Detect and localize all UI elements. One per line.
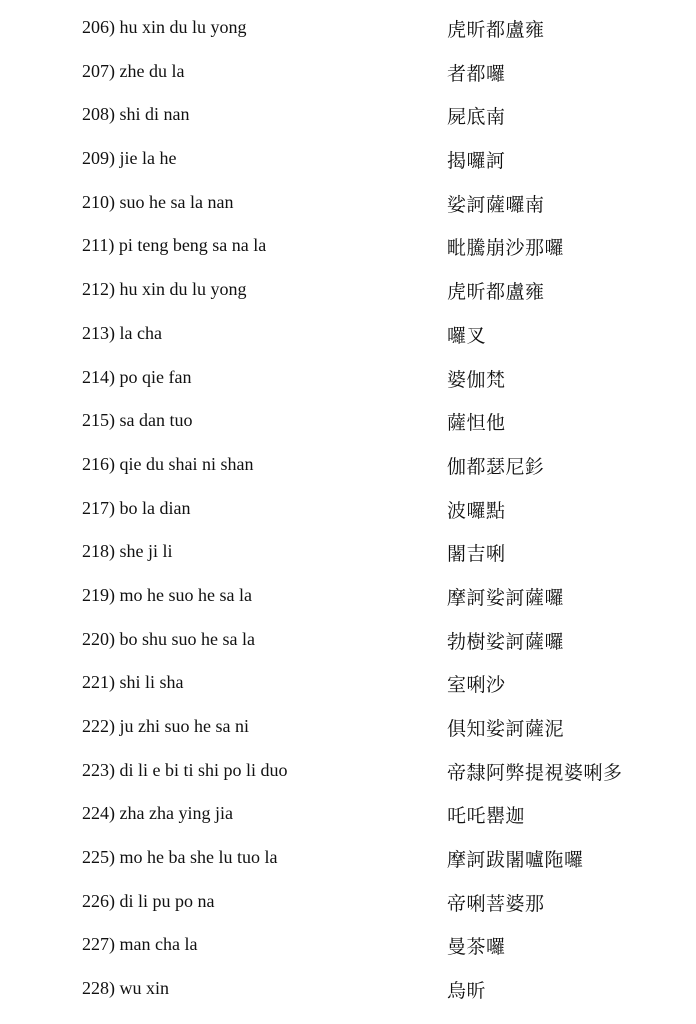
chinese-line: 俱知娑訶薩泥 [447, 718, 565, 740]
chinese-line: 勃樹娑訶薩囉 [447, 630, 565, 653]
chinese-line: 曼茶囉 [447, 936, 506, 959]
chinese-line: 吒吒罌迦 [447, 805, 526, 828]
list-item [0, 534, 696, 578]
chinese-line: 摩訶娑訶薩囉 [447, 586, 565, 609]
list-item [0, 578, 696, 622]
list-item [0, 228, 696, 272]
pinyin-line: 220) bo shu suo he sa la [82, 628, 255, 649]
chinese-line: 揭囉訶 [447, 150, 506, 173]
chinese-line: 伽都瑟尼釤 [447, 455, 545, 478]
pinyin-line: 218) she ji li [82, 541, 173, 562]
chinese-line: 波囉點 [447, 499, 506, 522]
chinese-line: 帝隸阿弊提視婆唎多 [447, 761, 623, 784]
chinese-line: 囉叉 [447, 324, 487, 347]
pinyin-line: 217) bo la dian [82, 497, 191, 518]
chinese-line: 虎昕都盧雍 [447, 281, 545, 304]
list-item [0, 447, 696, 491]
chinese-line: 婆伽梵 [447, 368, 506, 391]
list-item [0, 54, 696, 98]
chinese-line: 闍吉唎 [447, 543, 506, 566]
chinese-line: 毗騰崩沙那囉 [447, 237, 565, 260]
pinyin-line: 213) la cha [82, 322, 162, 343]
list-item [0, 622, 696, 666]
pinyin-line: 214) po qie fan [82, 366, 192, 387]
list-item [0, 665, 696, 709]
pinyin-line: 222) ju zhi suo he sa ni [82, 716, 249, 736]
list-item [0, 796, 696, 840]
pinyin-line: 212) hu xin du lu yong [82, 279, 247, 300]
pinyin-line: 225) mo he ba she lu tuo la [82, 847, 278, 868]
pinyin-line: 211) pi teng beng sa na la [82, 235, 267, 256]
pinyin-line: 208) shi di nan [82, 104, 190, 125]
list-item [0, 185, 696, 229]
list-item [0, 753, 696, 797]
list-item [0, 316, 696, 360]
list-item [0, 927, 696, 971]
list-item [0, 884, 696, 928]
list-item [0, 709, 696, 753]
pinyin-line: 223) di li e bi ti shi po li duo [82, 759, 288, 780]
pinyin-line: 219) mo he suo he sa la [82, 584, 252, 605]
list-item [0, 403, 696, 447]
mantra-list [0, 10, 696, 1015]
pinyin-line: 227) man cha la [82, 934, 198, 955]
list-item [0, 971, 696, 1015]
chinese-line: 薩怛他 [447, 412, 506, 435]
pinyin-line: 210) suo he sa la nan [82, 191, 234, 212]
chinese-line: 室唎沙 [447, 674, 506, 697]
chinese-line: 者都囉 [447, 62, 506, 85]
chinese-line: 帝唎菩婆那 [447, 892, 545, 915]
list-item [0, 491, 696, 535]
chinese-line: 摩訶跋闍嚧陁囉 [447, 849, 584, 872]
list-item [0, 97, 696, 141]
chinese-line: 烏昕 [447, 980, 487, 1003]
pinyin-line: 224) zha zha ying jia [82, 803, 233, 824]
chinese-line: 娑訶薩囉南 [447, 193, 545, 216]
pinyin-line: 228) wu xin [82, 978, 169, 999]
list-item [0, 10, 696, 54]
chinese-line: 虎昕都盧雍 [447, 19, 545, 41]
pinyin-line: 206) hu xin du lu yong [82, 17, 247, 37]
pinyin-line: 221) shi li sha [82, 672, 184, 693]
chinese-line: 屍底南 [447, 106, 506, 129]
pinyin-line: 209) jie la he [82, 148, 177, 169]
pinyin-line: 215) sa dan tuo [82, 410, 193, 431]
pinyin-line: 216) qie du shai ni shan [82, 453, 254, 474]
pinyin-line: 226) di li pu po na [82, 890, 215, 911]
list-item [0, 840, 696, 884]
list-item [0, 360, 696, 404]
list-item [0, 141, 696, 185]
pinyin-line: 207) zhe du la [82, 60, 185, 81]
list-item [0, 272, 696, 316]
